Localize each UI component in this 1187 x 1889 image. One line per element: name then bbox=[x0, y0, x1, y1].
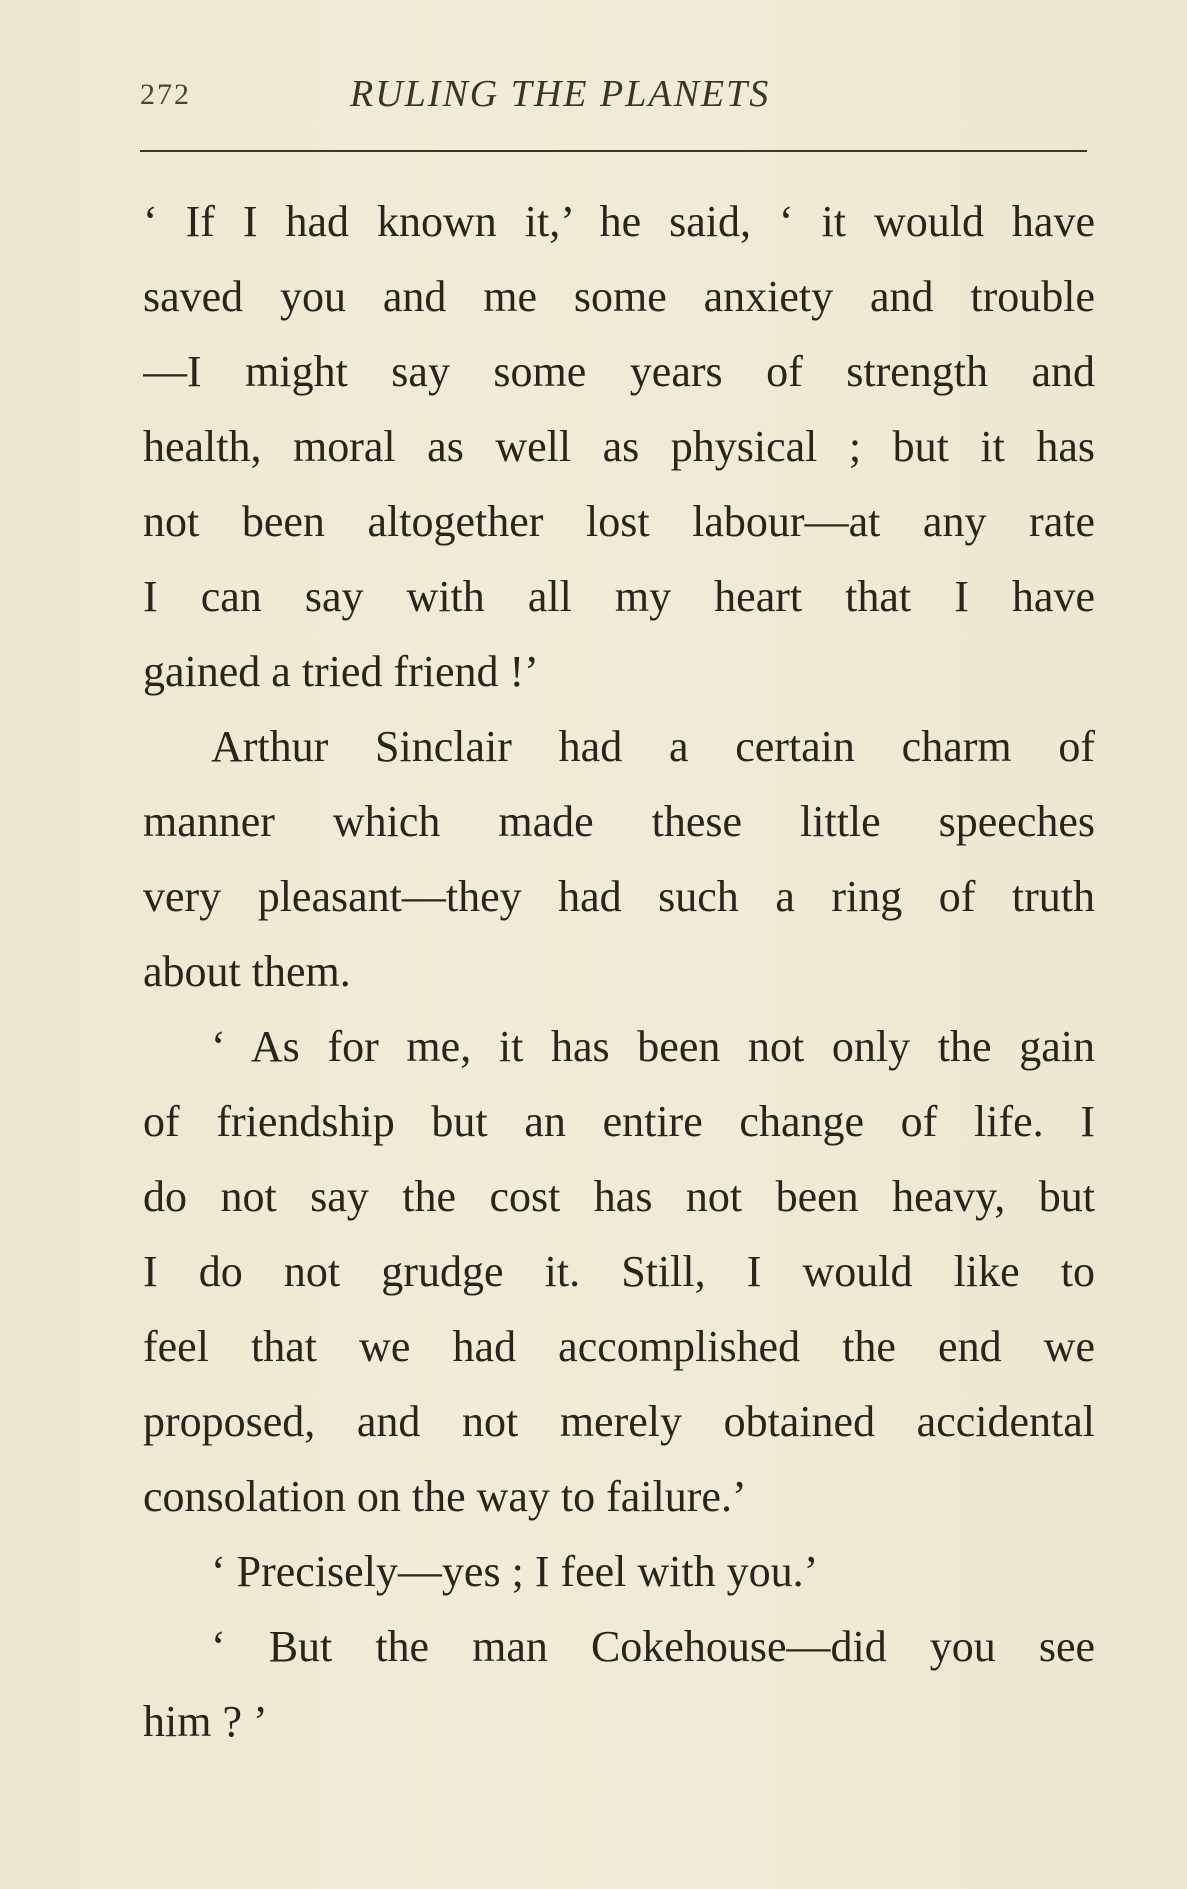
text-line: him ? ’ bbox=[143, 1697, 268, 1746]
text-line: manner which made these little speeches bbox=[143, 797, 1095, 846]
running-title: RULING THE PLANETS bbox=[350, 73, 771, 115]
text-line: of friendship but an entire change of life. I bbox=[143, 1097, 1095, 1146]
text-line: I can say with all my heart that I have bbox=[143, 572, 1095, 621]
text-line: ‘ As for me, it has been not only the gain bbox=[211, 1022, 1095, 1071]
text-line: do not say the cost has not been heavy, but bbox=[143, 1172, 1095, 1221]
page-number: 272 bbox=[140, 78, 191, 111]
text-line: feel that we had accomplished the end we bbox=[143, 1322, 1095, 1371]
text-line: gained a tried friend !’ bbox=[143, 647, 539, 696]
text-line: health, moral as well as physical ; but it has bbox=[143, 422, 1095, 471]
text-line: ‘ But the man Cokehouse—did you see bbox=[211, 1622, 1095, 1671]
text-line: —I might say some years of strength and bbox=[143, 347, 1095, 396]
text-line: consolation on the way to failure.’ bbox=[143, 1472, 747, 1521]
text-line: proposed, and not merely obtained accidental bbox=[143, 1397, 1095, 1446]
text-line: very pleasant—they had such a ring of truth bbox=[143, 872, 1095, 921]
text-line: Arthur Sinclair had a certain charm of bbox=[211, 722, 1095, 771]
body-text bbox=[143, 184, 1095, 1759]
text-line: I do not grudge it. Still, I would like to bbox=[143, 1247, 1095, 1296]
text-line: ‘ Precisely—yes ; I feel with you.’ bbox=[211, 1547, 819, 1596]
text-line: ‘ If I had known it,’ he said, ‘ it would have bbox=[143, 197, 1095, 246]
text-line: saved you and me some anxiety and trouble bbox=[143, 272, 1095, 321]
text-line: not been altogether lost labour—at any rate bbox=[143, 497, 1095, 546]
header-rule bbox=[140, 150, 1087, 152]
running-head bbox=[140, 72, 1088, 122]
text-line: about them. bbox=[143, 947, 351, 996]
